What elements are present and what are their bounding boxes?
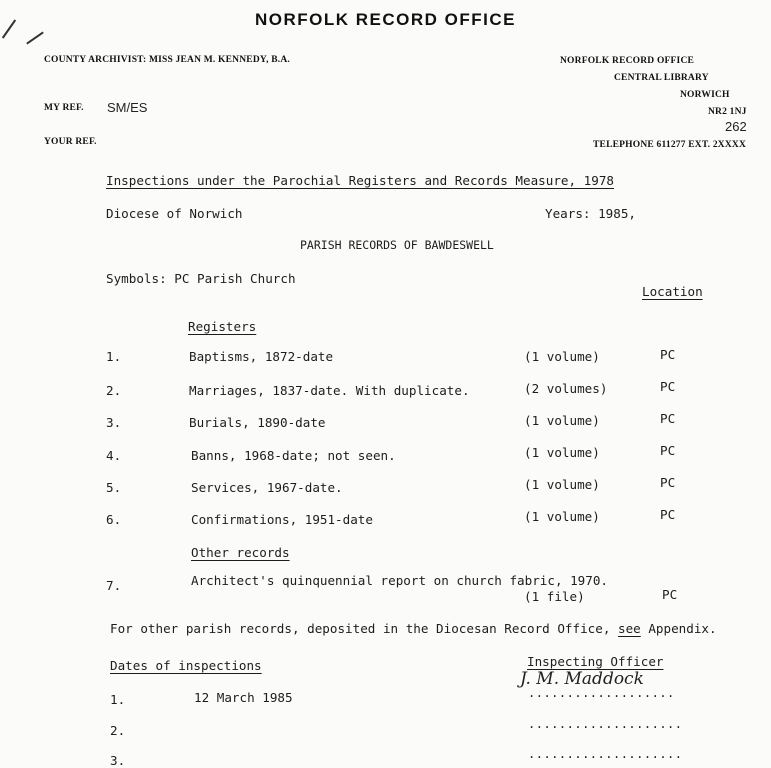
- item-number: 3.: [106, 415, 122, 430]
- registers-header: Registers: [188, 319, 257, 334]
- item-description: Banns, 1968-date; not seen.: [191, 448, 396, 463]
- item-quantity: (1 volume): [524, 413, 600, 428]
- parish-title: PARISH RECORDS OF BAWDESWELL: [300, 238, 494, 252]
- item-location: PC: [660, 347, 676, 362]
- item-number: 1.: [106, 349, 122, 364]
- diocese: Diocese of Norwich: [106, 206, 243, 221]
- inspection-number: 1.: [110, 692, 126, 707]
- address-line-4: NR2 1NJ: [708, 107, 747, 117]
- inspection-date: 12 March 1985: [194, 690, 293, 705]
- county-archivist: COUNTY ARCHIVIST: MISS JEAN M. KENNEDY, B.A.: [44, 55, 290, 65]
- address-line-1: NORFOLK RECORD OFFICE: [560, 56, 695, 66]
- appendix-see: see: [618, 621, 641, 636]
- item-quantity: (1 volume): [524, 445, 600, 460]
- appendix-note-end: Appendix.: [640, 621, 717, 636]
- item-description: Marriages, 1837-date. With duplicate.: [189, 383, 470, 398]
- other-records-header: Other records: [191, 545, 290, 560]
- dates-of-inspections-header: Dates of inspections: [110, 658, 262, 673]
- item-description: Confirmations, 1951-date: [191, 512, 373, 527]
- item-number: 4.: [106, 448, 122, 463]
- item-number: 6.: [106, 512, 122, 527]
- item-location: PC: [660, 475, 676, 490]
- appendix-note-text: For other parish records, deposited in the Diocesan Record Office,: [110, 621, 618, 636]
- item-quantity: (1 volume): [524, 477, 600, 492]
- item-location: PC: [660, 379, 676, 394]
- symbols-legend: Symbols: PC Parish Church: [106, 271, 296, 286]
- item-quantity: (1 volume): [524, 509, 600, 524]
- inspecting-officer-header: Inspecting Officer: [527, 654, 664, 669]
- my-ref-value: SM/ES: [107, 100, 148, 115]
- officer-signature: J. M. Maddock: [520, 669, 644, 689]
- item-description: Architect's quinquennial report on church fabric, 1970.: [191, 573, 609, 588]
- item-location: PC: [660, 411, 676, 426]
- your-ref-label: YOUR REF.: [44, 137, 97, 147]
- letterhead-title: NORFOLK RECORD OFFICE: [255, 10, 516, 29]
- years: Years: 1985,: [545, 206, 636, 221]
- extension-handwritten: 262: [725, 119, 747, 134]
- item-location: PC: [660, 507, 676, 522]
- pen-mark: [26, 31, 44, 44]
- inspection-number: 3.: [110, 753, 126, 768]
- item-quantity: (1 file): [524, 589, 585, 604]
- item-description: Services, 1967-date.: [191, 480, 343, 495]
- item-number: 5.: [106, 480, 122, 495]
- item-number: 2.: [106, 383, 122, 398]
- item-description: Baptisms, 1872-date: [189, 349, 334, 364]
- document-heading: Inspections under the Parochial Registers and Records Measure, 1978: [106, 173, 614, 188]
- item-number: 7.: [106, 578, 122, 593]
- signature-line: ....................: [528, 717, 683, 731]
- signature-line: ....................: [528, 747, 683, 761]
- item-location: PC: [662, 587, 678, 602]
- my-ref-label: MY REF.: [44, 103, 84, 113]
- address-line-3: NORWICH: [680, 90, 730, 100]
- location-header: Location: [642, 284, 703, 299]
- item-location: PC: [660, 443, 676, 458]
- item-quantity: (2 volumes): [524, 381, 608, 396]
- inspection-number: 2.: [110, 723, 126, 738]
- appendix-note: [110, 621, 717, 636]
- item-quantity: (1 volume): [524, 349, 600, 364]
- signature-line: ...................: [528, 686, 675, 700]
- telephone: TELEPHONE 611277 EXT. 2XXXX: [593, 140, 747, 150]
- address-line-2: CENTRAL LIBRARY: [614, 73, 709, 83]
- item-description: Burials, 1890-date: [189, 415, 326, 430]
